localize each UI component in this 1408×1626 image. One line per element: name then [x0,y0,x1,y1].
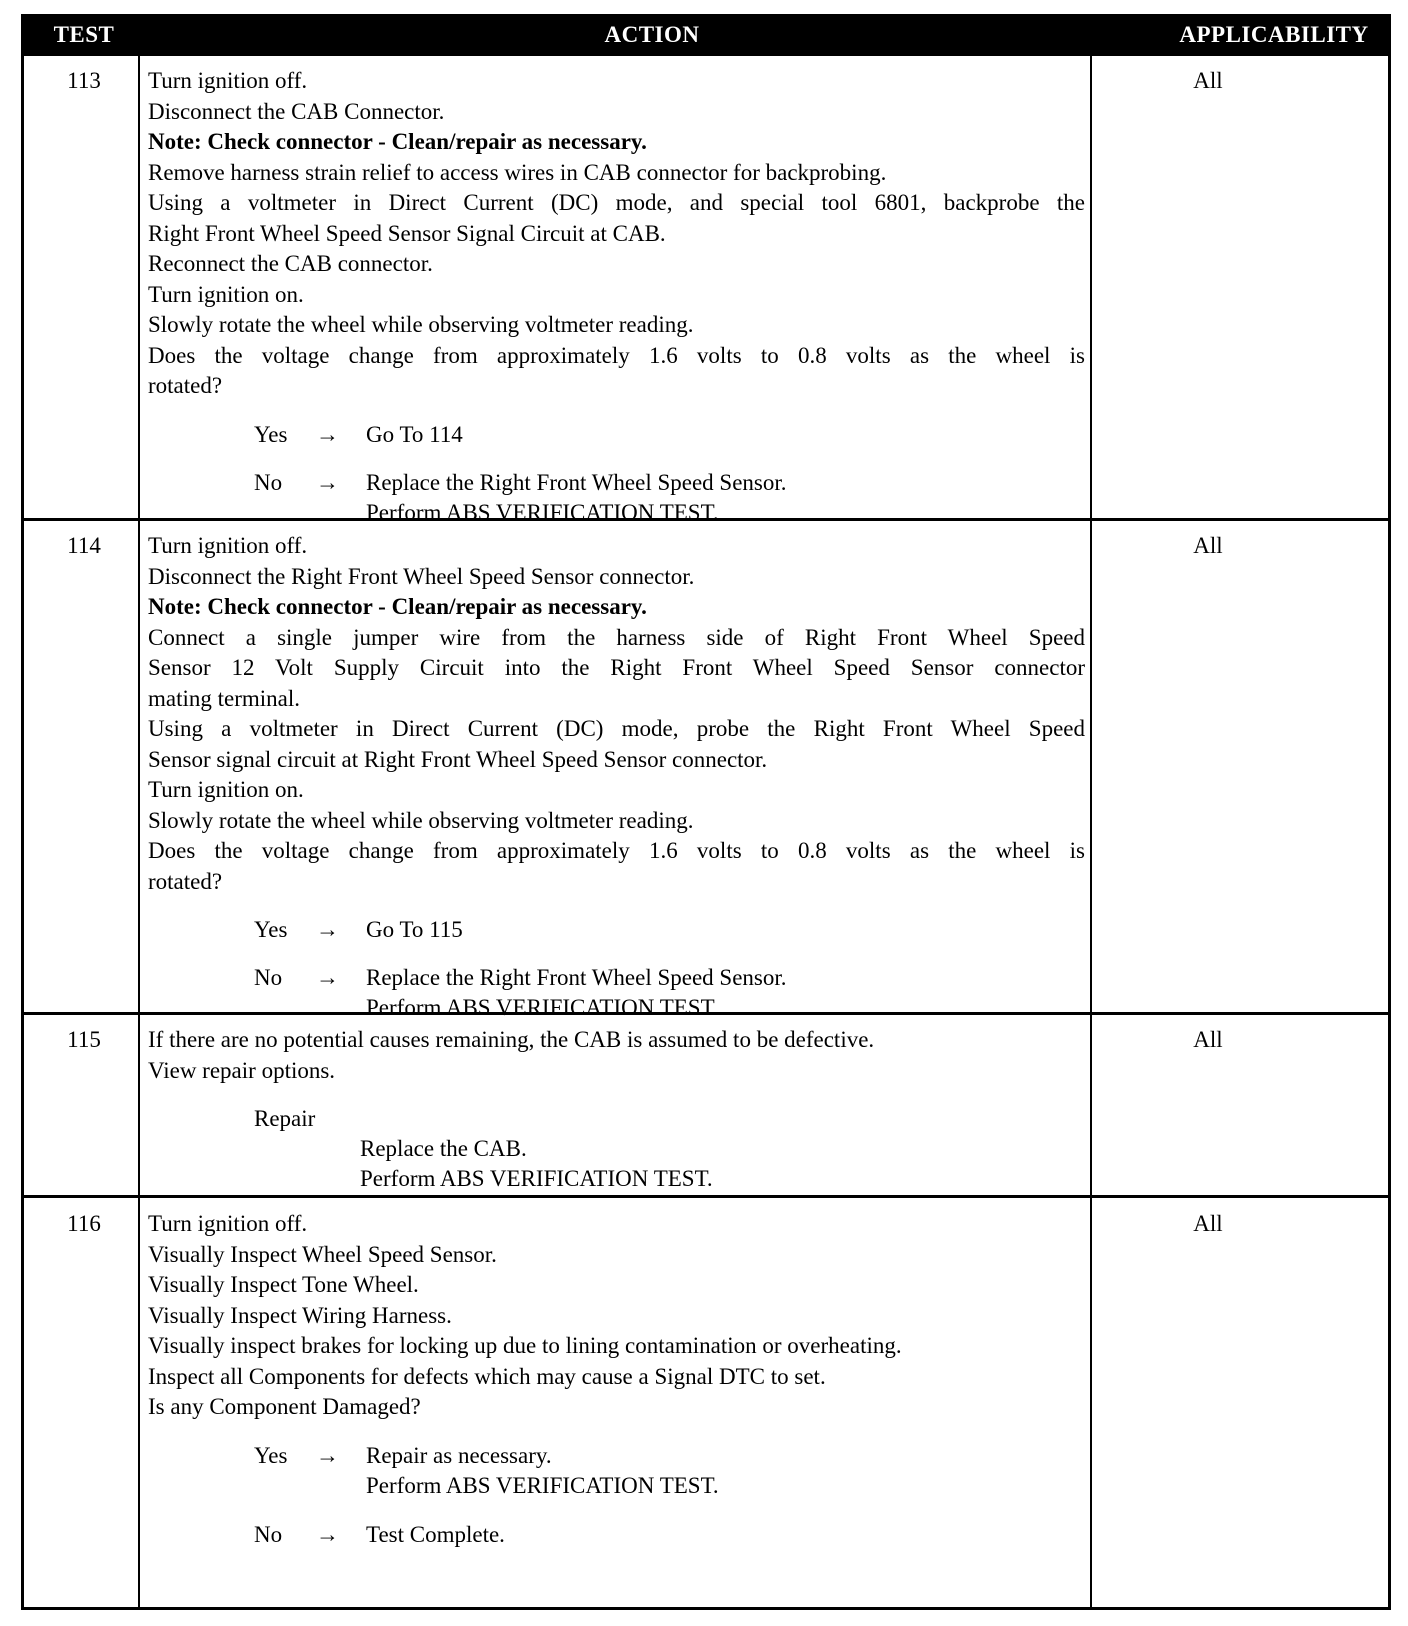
yes-result: Go To 114 [366,421,463,447]
yes-option [148,915,1085,945]
arrow-icon: → [316,1521,339,1547]
applicability-value: All [1193,1027,1223,1052]
action-text [148,531,1085,1024]
test-number: 114 [67,533,101,558]
action-line: Using a voltmeter in Direct Current (DC) mode, and special tool 6801, backprobe the [148,190,1085,215]
arrow-icon: → [316,965,339,990]
repair-result: Replace the CAB. [360,1136,527,1161]
test-number: 113 [67,68,101,93]
action-note: Note: Check connector - Clean/repair as necessary. [148,129,647,154]
action-line: If there are no potential causes remaining, the CAB is assumed to be defective. [148,1027,875,1052]
applicability-value: All [1193,68,1223,93]
applicability-value: All [1193,1211,1223,1236]
no-result: Perform ABS VERIFICATION TEST. [366,995,719,1020]
column-divider [1090,56,1092,1607]
no-result: Replace the Right Front Wheel Speed Sensor. [366,469,787,495]
action-line: rotated? [148,373,223,398]
yes-result: Go To 115 [366,917,463,942]
action-line: View repair options. [148,1057,336,1083]
action-line: Visually Inspect Wheel Speed Sensor. [148,1241,497,1267]
action-line: Inspect all Components for defects which may cause a Signal DTC to set. [148,1363,826,1389]
test-number: 115 [67,1027,101,1052]
yes-option [148,1441,1085,1502]
action-line: Reconnect the CAB connector. [148,251,433,276]
no-option [148,1520,1085,1550]
action-line: Sensor signal circuit at Right Front Wheel Speed Sensor connector. [148,746,768,772]
no-label: No [254,1521,283,1547]
action-line: Does the voltage change from approximately 1.6 volts to 0.8 volts as the wheel is [148,838,1085,863]
action-line: Turn ignition on. [148,281,304,307]
action-line: Sensor 12 Volt Supply Circuit into the Right Front Wheel Speed Sensor connector [148,655,1085,680]
arrow-icon: → [316,917,339,942]
action-line: Turn ignition off. [148,533,308,558]
action-text [148,1025,1085,1196]
action-line: mating terminal. [148,685,301,711]
no-label: No [254,965,283,990]
arrow-icon: → [316,421,339,447]
action-line: Connect a single jumper wire from the harness side of Right Front Wheel Speed [148,624,1085,650]
diagnostic-test-table [21,14,1391,1610]
no-option [148,468,1085,529]
repair-label: Repair [254,1106,316,1131]
action-line: rotated? [148,868,223,894]
action-line: Visually inspect brakes for locking up due to lining contamination or overheating. [148,1333,902,1358]
action-line: Turn ignition on. [148,777,304,802]
arrow-icon: → [316,469,339,495]
column-divider [138,56,140,1607]
repair-result: Perform ABS VERIFICATION TEST. [360,1166,713,1191]
yes-result: Repair as necessary. [366,1442,552,1468]
table-header [24,17,1388,56]
action-line: Right Front Wheel Speed Sensor Signal Circuit at CAB. [148,220,666,246]
no-result: Replace the Right Front Wheel Speed Sensor. [366,965,787,990]
no-result: Perform ABS VERIFICATION TEST. [366,499,719,525]
action-line: Is any Component Damaged? [148,1394,421,1419]
no-option [148,963,1085,1024]
no-label: No [254,469,283,495]
action-note: Note: Check connector - Clean/repair as necessary. [148,594,647,619]
action-line: Slowly rotate the wheel while observing voltmeter reading. [148,312,694,337]
action-line: Remove harness strain relief to access wires in CAB connector for backprobing. [148,159,887,185]
yes-label: Yes [254,421,288,447]
action-text [148,66,1085,529]
yes-label: Yes [254,917,288,942]
yes-label: Yes [254,1442,288,1468]
action-line: Using a voltmeter in Direct Current (DC) mode, probe the Right Front Wheel Speed [148,716,1085,741]
header-applicability: APPLICABILITY [1179,22,1369,47]
action-line: Does the voltage change from approximately 1.6 volts to 0.8 volts as the wheel is [148,342,1085,368]
action-line: Turn ignition off. [148,68,308,93]
yes-option [148,420,1085,450]
repair-option [148,1104,1085,1196]
test-number: 116 [67,1211,101,1236]
action-line: Visually Inspect Wiring Harness. [148,1302,452,1328]
yes-result: Perform ABS VERIFICATION TEST. [366,1472,719,1498]
action-text [148,1209,1085,1550]
header-action: ACTION [604,22,700,47]
action-line: Turn ignition off. [148,1211,308,1236]
action-line: Visually Inspect Tone Wheel. [148,1272,419,1297]
action-line: Disconnect the Right Front Wheel Speed Sensor connector. [148,563,695,589]
action-line: Slowly rotate the wheel while observing voltmeter reading. [148,807,694,833]
no-result: Test Complete. [366,1521,505,1547]
arrow-icon: → [316,1442,339,1468]
applicability-value: All [1193,533,1223,558]
action-line: Disconnect the CAB Connector. [148,98,445,124]
header-test: TEST [53,22,115,47]
